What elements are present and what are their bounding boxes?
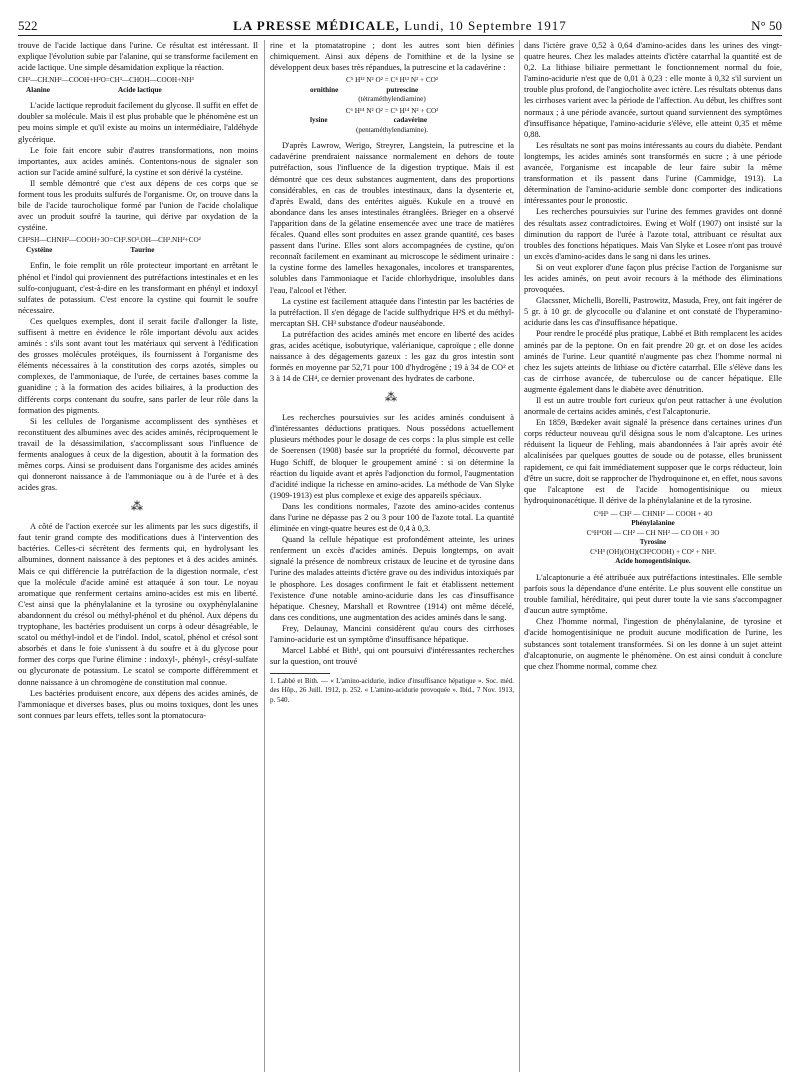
formula-label: ornithine — [310, 85, 339, 94]
section-separator: ⁂ — [131, 499, 145, 514]
formula-label: (pentaméthylendiamine). — [355, 125, 429, 134]
formula-alanine — [18, 76, 258, 95]
formula-label: Alanine — [26, 85, 50, 94]
paragraph: Le foie fait encore subir d'autres transformations, non moins importantes, aux acides aminés. Contentons-nous de signaler son action sur l'acide aminé sulfuré, la cystine et son dérivé la cystéine. — [18, 145, 258, 177]
paragraph: Marcel Labbé et Bith¹, qui ont poursuivi d'intéressantes recherches sur la question, ont trouvé — [270, 646, 514, 667]
paragraph: L'acide lactique reproduit facilement du glycose. Il suffit en effet de doubler sa molécule. Mais il est plus probable que le phénomène est un peu moins simple et qu'il existe au moins un intermédiaire, l'aldéhyde glycérique. — [18, 101, 258, 144]
formula-label: Cystéine — [26, 245, 53, 254]
formula-label: Tyrosine — [639, 538, 667, 547]
header-rule — [18, 35, 782, 36]
formula-label: lysine — [310, 116, 328, 125]
paragraph: En 1859, Bœdeker avait signalé la présence dans certaines urines d'un corps réducteur nouveau qu'il désigna sous le nom d'alcaptone. Les urines réduisent la liqueur de Fehling, mais abandonnées à l'air après avoir été alcalinisées par quelques gouttes de soude ou de potasse, elles brunissent rapidement, ce qui fait immédiatement supposer que le corps réducteur, loin d'être un sucre, doit se rapprocher de l'hydroquinone et, en effet, nous savons que l'alcaptone est de l'acide homogentisinique ou mieux hydroquinonacétique. Il dérive de la phénylalanine et de la tyrosine. — [524, 418, 782, 505]
column-divider — [264, 40, 265, 1072]
page-header — [18, 12, 782, 34]
section-separator: ⁂ — [385, 390, 399, 405]
formula-equation: CH²SH—CHNH²—COOH+3O=CH².SO³.OH—CH².NH²+CO² — [18, 236, 201, 245]
paragraph: Ces quelques exemples, dont il serait facile d'allonger la liste, suffisent à mettre en évidence le rôle important dévolu aux acides aminés : s'ils sont avant tout les matériaux qui servent à l'édification des grosses molécules protéiques, ils fournissent à l'organisme des éléments nécessaires à la constitution des corps azotés, simples ou complexes, de l'ammoniaque, de l'urée, de certaines bases comme la guanidine ; à la formation des acides biliaires, à la production des différents corps contenant du soufre, sans parler de leur rôle dans la formation des pigments. — [18, 316, 258, 415]
column-1 — [18, 40, 258, 1072]
column-2 — [270, 40, 514, 1072]
paragraph: La putréfaction des acides aminés met encore en liberté des acides gras, acides acétique, isobutyrique, valérianique, caproïque ; elle donne naissance à des dégagements gazeux : les gaz du gros intestin sont formés en moyenne par 52,71 pour 100 d'hydrogène ; 19 à 34 de CO² et 3 à 14 de CH⁴, ce dernier provenant des hydrates de carbone. — [270, 329, 514, 384]
page-number: 522 — [18, 18, 38, 33]
footnote: 1. Labbé et Bith. — « L'amino-acidurie, indice d'insuffisance hépatique ». Soc. méd. des Hôp., 26 Juill. 1912, p. 252. « L'amino-acidurie provoquée ». Ibid., 7 Nov. 1913, p. 540. — [270, 677, 514, 704]
formula-equation: C⁶ H¹⁴ N² O² = C⁵ H¹⁴ N² + CO² — [345, 106, 439, 115]
column-3 — [524, 40, 782, 1072]
paragraph: dans l'ictère grave 0,52 à 0,64 d'amino-acides dans les urines des vingt-quatre heures. Chez les malades atteints d'ictère catarrhal la quantité est de 0,2. La lithiase biliaire permettant le fonctionnement normal du foie, l'amino-acidurie n'est que de 0,01 à 0,23 : elle monte à 0,32 s'il survient un trouble plus profond, de l'angiocholite avec ictère. Les résultats obtenus dans les cirrhoses varient avec la période de l'affection. Au début, les chiffres sont normaux ; à une période avancée, surtout quand surviennent des symptômes d'insuffisance hépatique, l'amino-acidurie s'élève, elle atteint 0,35 et même 0,88. — [524, 41, 782, 139]
formula-label: Taurine — [130, 245, 155, 254]
formula-label: (tétraméthylendiamine) — [358, 95, 426, 104]
paragraph: Si les cellules de l'organisme accomplissent des synthèses et reconstituent des albumines avec des acides aminés, réciproquement le travail de la désassimilation, s'accomplissant sous l'influence de ferments analogues à ceux de la digestion, aboutit à la formation des mêmes corps. Ainsi se produisent dans l'organisme des acides aminés qui donneront naissance à de l'ammoniaque ou à de l'urée et à des acides gras. — [18, 416, 258, 493]
formula-label: Acide lactique — [117, 85, 162, 94]
paragraph: Si on veut explorer d'une façon plus précise l'action de l'organisme sur les acides aminés, on peut avoir recours à la méthode des éliminations provoquées. — [524, 262, 782, 295]
formula-label: cadavérine — [393, 116, 428, 125]
formula-cysteine — [18, 236, 258, 255]
paragraph: rine et la ptomatatropine ; dont les autres sont bien définies chimiquement. Ainsi aux dépens de l'ornithine et de la lysine se développent deux bases très répandues, la putrescine et la cadavérine : — [270, 41, 514, 73]
paragraph: Les résultats ne sont pas moins intéressants au cours du diabète. Pendant longtemps, les acides aminés sont transformés en sucre ; à une période avancée, l'organisme est incapable de leur faire subir la même transformation et ils passent dans l'urine (Cammidge, 1913). La détermination de l'amino-acidurie semble donc comporter des indications intéressantes pour le pronostic. — [524, 140, 782, 206]
formula-equation: CH³—CH.NH²—COOH+H²O=CH³—CHOH—COOH+NH³ — [18, 76, 194, 85]
formula-label: putrescine — [386, 85, 419, 94]
paragraph: Enfin, le foie remplit un rôle protecteur important en arrêtant le phénol et l'indol qui proviennent des putréfactions intestinales et en les sulfo-conjuguant, c'est-à-dire en les transformant en phényl et indoxyl sulfates de potassium. C'est encore la cystine qui fournit le soufre nécessaire. — [18, 261, 258, 315]
paragraph: Les recherches poursuivies sur les acides aminés conduisent à d'intéressantes déductions pratiques. Nous possédons actuellement plusieurs méthodes pour le dosage de ces corps : la plus simple est celle de Soerensen (1908) basée sur la propriété du formol, découverte par Hugo Schiff, de bloquer le groupement aminé : si on détermine la réaction du liquide avant et après l'adjonction du formol, l'augmentation d'acidité indique la richesse en amino-acides. La méthode de Van Slyke (1909-1913) est plus complexe et exige des appareils spéciaux. — [270, 413, 514, 500]
paragraph: Chez l'homme normal, l'ingestion de phénylalanine, de tyrosine et d'acide homogentisinique ne produit aucune modification de l'urine, les substances sont totalement transformées. Si on les donne à un sujet atteint d'alcaptonurie, on augmente le phénomène. On est ainsi conduit à conclure que chez l'homme normal, comme chez — [524, 617, 782, 671]
paragraph: Dans les conditions normales, l'azote des amino-acides contenus dans l'urine ne dépasse pas 2 ou 3 pour 100 de l'azote total. La quantité éliminée en vingt-quatre heures est de 0,4 à 0,3. — [270, 501, 514, 534]
issue-number: N° 50 — [751, 18, 782, 33]
paragraph: Pour rendre le procédé plus pratique, Labbé et Bith remplacent les acides aminés par de la peptone. On en fait prendre 20 gr. et on dose les acides aminés de l'urine. Leur quantité n'augmente pas chez l'homme normal ni chez les sujets atteints de lithiase ou d'ictère catarrhal. Elle s'élève dans les cas de cirrhose avancée, de tuberculose ou de cancer hépatique. Elle augmente également dans le diabète avec dénutrition. — [524, 329, 782, 394]
paragraph: L'alcaptonurie a été attribuée aux putréfactions intestinales. Elle semble parfois sous la dépendance d'une entérite. Le plus souvent elle constitue un trouble familial, héréditaire, qui peut durer toute la vie sans s'accompagner d'aucun autre symptôme. — [524, 572, 782, 616]
formula-equation: C⁶H³ (OH)(OH)(CH²COOH) + CO² + NH³. — [590, 547, 716, 556]
journal-title-line — [18, 18, 782, 34]
paragraph: Glacssner, Michelli, Borelli, Pastrowitz, Masuda, Frey, ont fait ingérer de 5 gr. à 10 gr. de glycocolle ou d'alanine et ont constaté de l'hyperamino-acidurie dans les cas d'insuffisance hépatique. — [524, 296, 782, 328]
formula-alcaptone — [524, 510, 782, 567]
footnote-rule — [270, 673, 330, 674]
formula-label: Acide homogentisinique. — [615, 557, 691, 566]
paragraph: Quand la cellule hépatique est profondément atteinte, les urines renferment un excès d'acides aminés. Depuis longtemps, on avait signalé la présence de nombreux cristaux de leucine et de tyrosine dans l'urine des malades atteints d'ictère grave ou des individus intoxiqués par le phosphore. Les dosages confirment le fait et établissent nettement l'existence d'une notable amino-acidurie dans les cas d'insuffisance hépatique. Chesney, Marshall et Rowntree (1914) ont même décelé, dans ces conditions, une augmentation des acides aminés dans le sang. — [270, 535, 514, 622]
paragraph: Il est un autre trouble fort curieux qu'on peut rattacher à une évolution anormale de certains acides aminés, c'est l'alcaptonurie. — [524, 396, 782, 417]
paragraph: D'après Lawrow, Werigo, Streyrer, Langstein, la putrescine et la cadavérine prendraient naissance normalement en dehors de toute putréfaction, sous l'influence de la digestion tryptique. Mais il est démontré que ces deux substances augmentent, dans des proportions considérables, en cas de troubles intestinaux, dans la dysenterie et, d'après Ewald, dans des entérites aiguës. Kukule en a trouvé en abondance dans les anses intestinales étranglées. Brieger en a observé l'apparition dans de la gélatine ensemencée avec une trace de matières fécales. Quand elles sont produites en assez grande quantité, ces bases passent dans l'urine. Elles sont alors accompagnées de cystine, qu'on reconnaît facilement en examinant au microscope le sédiment urinaire : la cystine forme des lamelles hexagonales, incolores et transparentes, solubles dans l'ammoniaque et l'acide chlorhydrique, insolubles dans l'eau, l'alcool et l'éther. — [270, 141, 514, 295]
paragraph: trouve de l'acide lactique dans l'urine. Ce résultat est intéressant. Il explique l'évolution subie par l'alanine, qui se transforme facilement en acide lactique. Une simple désamidation explique la réaction. — [18, 41, 258, 73]
paragraph: Les recherches poursuivies sur l'urine des femmes gravides ont donné des résultats assez contradictoires. Ewing et Wolf (1907) ont insisté sur la diminution du rapport de l'urée à l'azote total, attribuant ce résultat aux troubles des fonctions hépatiques. Mais Van Slyke et Losee n'ont pas trouvé un excès d'amino-acides dans le sang ni dans les urines. — [524, 207, 782, 261]
paragraph: Frey, Delaunay, Mancini considèrent qu'au cours des cirrhoses l'amino-acidurie est un symptôme d'insuffisance hépatique. — [270, 623, 514, 645]
paragraph: La cystine est facilement attaquée dans l'intestin par les bactéries de la putréfaction. Il s'en dégage de l'acide sulfhydrique H²S et du méthyl-mercaptan SH. CH³ substance d'odeur nauséabonde. — [270, 296, 514, 328]
paragraph: A côté de l'action exercée sur les aliments par les sucs digestifs, il faut tenir grand compte des modifications dues à l'intervention des bactéries. Celles-ci sécrètent des ferments qui, en hydrolysant les albumines, donnent naissance à des peptones et à des acides aminés. Mais ce qui différencie la putréfaction de la digestion normale, c'est que la molécule d'acide aminé est attaquée à son tour. Le noyau aromatique que renferment certains amino-acides est mis en liberté. C'est ainsi que la phénylalanine et la tyrosine ou oxyphénylalanine abandonnent du crésol ou méthyl-phénol et du phénol. Aux dépens du tryptophane, les bactéries produisent un corps à odeur désagréable, le scatol ou méthyl-indol et de l'indol. Indol, scatol, phénol et crésol sont absorbés et dans le foie s'unissent à du soufre et à du glycose pour former des corps que l'urine élimine : indoxyl-, phényl-, crésyl-sulfate ou glycuronate de potassium. Le scatol se comporte différemment et donne naissance à un chromogène de constitution mal connue. — [18, 522, 258, 687]
formula-equation: C⁶H⁴OH — CH² — CH NH² — CO OH + 3O — [586, 528, 720, 537]
paragraph: Il semble démontré que c'est aux dépens de ces corps que se forment tous les produits sulfurés de l'organisme. Or, on trouve dans la bile de l'acide taurocholique formé par l'union de l'acide cholalique avec un produit soufré la taurine, qui dérive par oxydation de la cystéine. — [18, 178, 258, 233]
journal-title: LA PRESSE MÉDICALE, — [233, 18, 400, 33]
formula-putrescine — [270, 76, 514, 135]
paragraph: Les bactéries produisent encore, aux dépens des acides aminés, de l'ammoniaque et diverses bases, plus ou moins toxiques, dont les unes sont connues par leurs effets, telles sont la ptomatocura- — [18, 688, 258, 720]
formula-label: Phénylalanine — [631, 519, 675, 528]
formula-equation: C⁶H⁵ — CH² — CHNH² — COOH + 4O — [593, 509, 713, 518]
formula-equation: C⁵ H¹² N² O² = C⁴ H¹² N² + CO² — [345, 76, 439, 85]
issue-date: Lundi, 10 Septembre 1917 — [404, 18, 567, 33]
column-divider — [519, 40, 520, 1072]
